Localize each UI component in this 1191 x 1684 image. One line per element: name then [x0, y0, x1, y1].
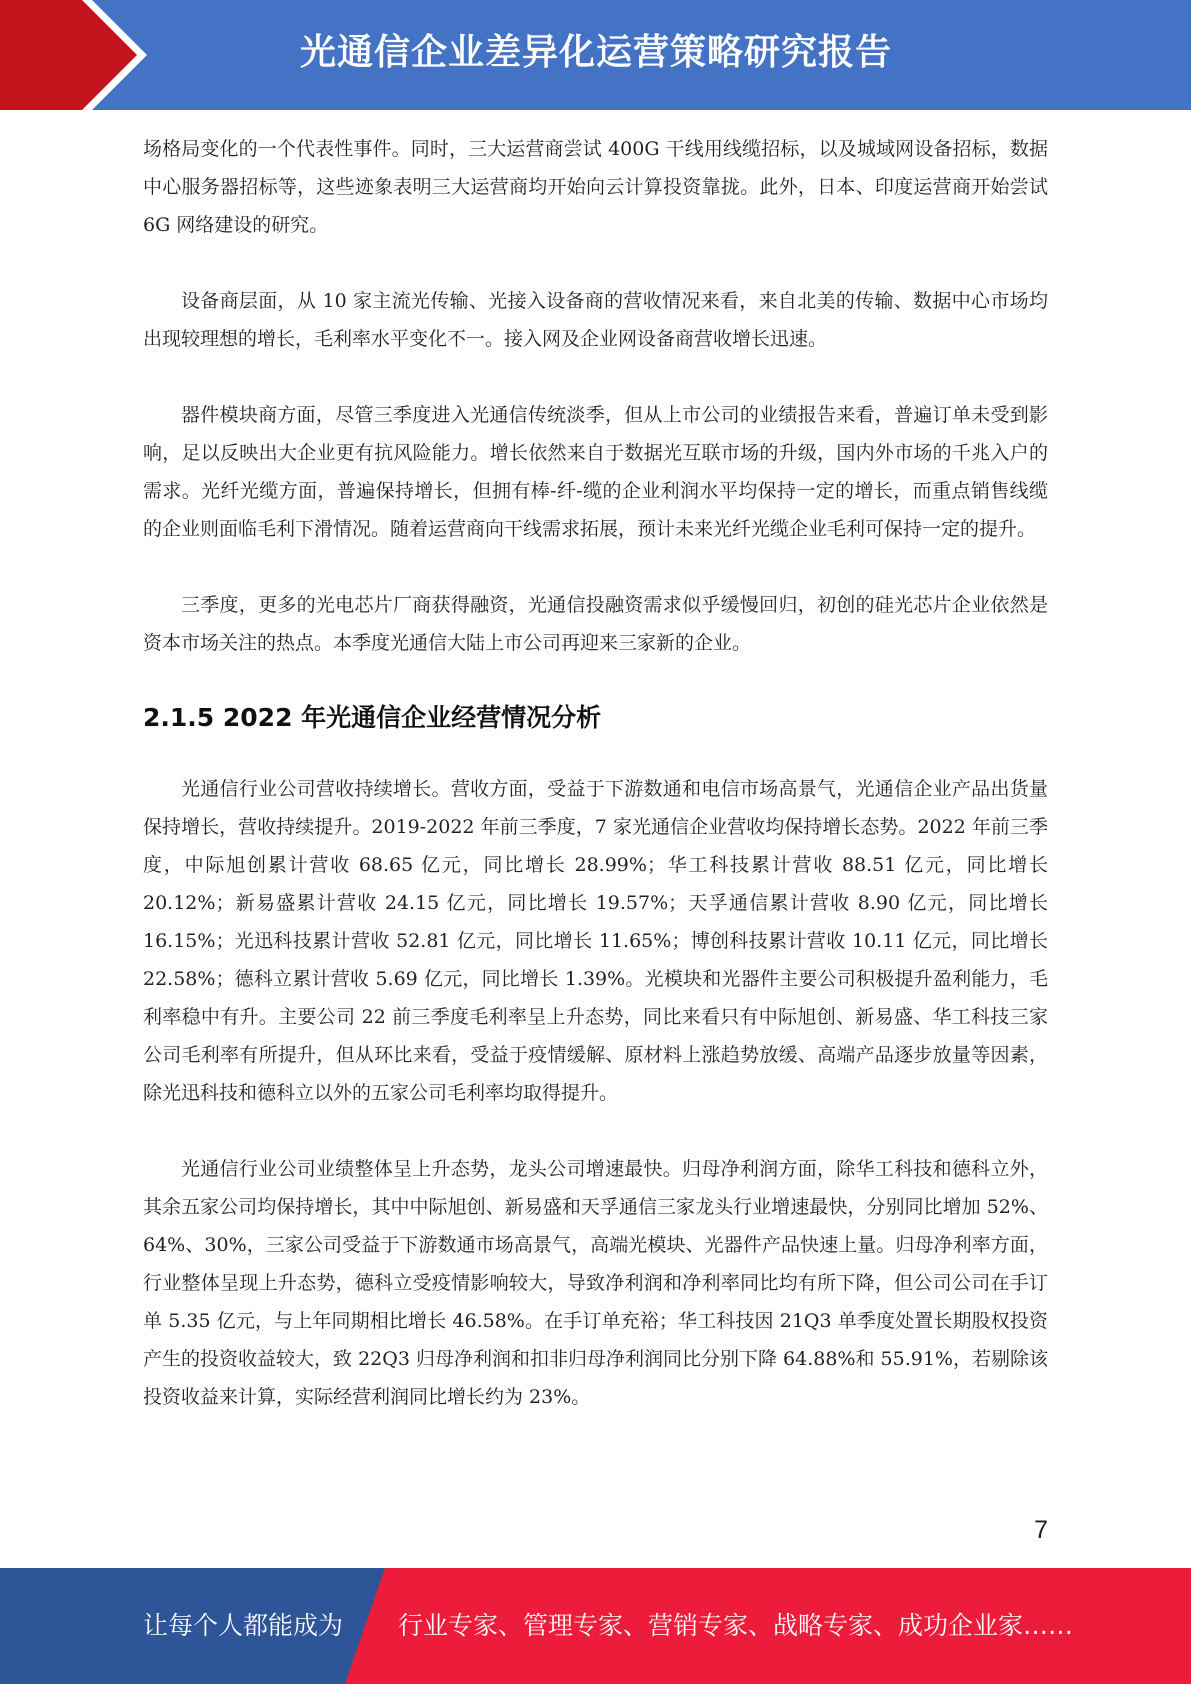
- paragraph-revenue-analysis: 光通信行业公司营收持续增长。营收方面，受益于下游数通和电信市场高景气，光通信企业产品出货量保持增长，营收持续提升。2019-2022 年前三季度，7 家光通信企业营收均保持增长态势。2022 年前三季度，中际旭创累计营收 68.65 亿元，同比增长 28.99%；华工科技累计营收 88.51 亿元，同比增长 20.12%；新易盛累计营收 24.15 亿元，同比增长 19.57%；天孚通信累计营收 8.90 亿元，同比增长 16.15%；光迅科技累计营收 52.81 亿元，同比增长 11.65%；博创科技累计营收 10.11 亿元，同比增长 22.58%；德科立累计营收 5.69 亿元，同比增长 1.39%。光模块和光器件主要公司积极提升盈利能力，毛利率稳中有升。主要公司 22 前三季度毛利率呈上升态势，同比来看只有中际旭创、新易盛、华工科技三家公司毛利率有所提升，但从环比来看，受益于疫情缓解、原材料上涨趋势放缓、高端产品逐步放量等因素，除光迅科技和德科立以外的五家公司毛利率均取得提升。: [143, 778, 1048, 1104]
- section-heading: 2.1.5 2022 年光通信企业经营情况分析: [143, 703, 602, 732]
- report-title: 光通信企业差异化运营策略研究报告: [300, 32, 893, 73]
- page-footer: [0, 1568, 1191, 1684]
- paragraph-profit-analysis: 光通信行业公司业绩整体呈上升态势，龙头公司增速最快。归母净利润方面，除华工科技和德科立外，其余五家公司均保持增长，其中中际旭创、新易盛和天孚通信三家龙头行业增速最快，分别同比增加 52%、64%、30%，三家公司受益于下游数通市场高景气，高端光模块、光器件产品快速上量。归母净利率方面，行业整体呈现上升态势，德科立受疫情影响较大，导致净利润和净利率同比均有所下降，但公司公司在手订单 5.35 亿元，与上年同期相比增长 46.58%。在手订单充裕；华工科技因 21Q3 单季度处置长期股权投资产生的投资收益较大，致 22Q3 归母净利润和扣非归母净利润同比分别下降 64.88%和 55.91%，若剔除该投资收益来计算，实际经营利润同比增长约为 23%。: [143, 1158, 1048, 1408]
- paragraph-financing: 三季度，更多的光电芯片厂商获得融资，光通信投融资需求似乎缓慢回归，初创的硅光芯片企业依然是资本市场关注的热点。本季度光通信大陆上市公司再迎来三家新的企业。: [143, 594, 1048, 654]
- footer-slogan-right: 行业专家、管理专家、营销专家、战略专家、成功企业家……: [398, 1611, 1074, 1640]
- footer-slogan-left: 让每个人都能成为: [143, 1611, 344, 1640]
- header-red-chevron: [0, 0, 150, 110]
- paragraph-continued: 场格局变化的一个代表性事件。同时，三大运营商尝试 400G 干线用线缆招标，以及城域网设备招标，数据中心服务器招标等，这些迹象表明三大运营商均开始向云计算投资靠拢。此外，日本、印度运营商开始尝试 6G 网络建设的研究。: [143, 138, 1048, 236]
- paragraph-component-vendors: 器件模块商方面，尽管三季度进入光通信传统淡季，但从上市公司的业绩报告来看，普遍订单未受到影响，足以反映出大企业更有抗风险能力。增长依然来自于数据光互联市场的升级，国内外市场的千兆入户的需求。光纤光缆方面，普遍保持增长，但拥有棒-纤-缆的企业利润水平均保持一定的增长，而重点销售线缆的企业则面临毛利下滑情况。随着运营商向干线需求拓展，预计未来光纤光缆企业毛利可保持一定的提升。: [143, 404, 1048, 540]
- page-content: [143, 130, 1048, 1454]
- paragraph-equipment-vendors: 设备商层面，从 10 家主流光传输、光接入设备商的营收情况来看，来自北美的传输、数据中心市场均出现较理想的增长，毛利率水平变化不一。接入网及企业网设备商营收增长迅速。: [143, 290, 1048, 350]
- page-header: [0, 0, 1191, 110]
- page-number: 7: [1034, 1516, 1048, 1544]
